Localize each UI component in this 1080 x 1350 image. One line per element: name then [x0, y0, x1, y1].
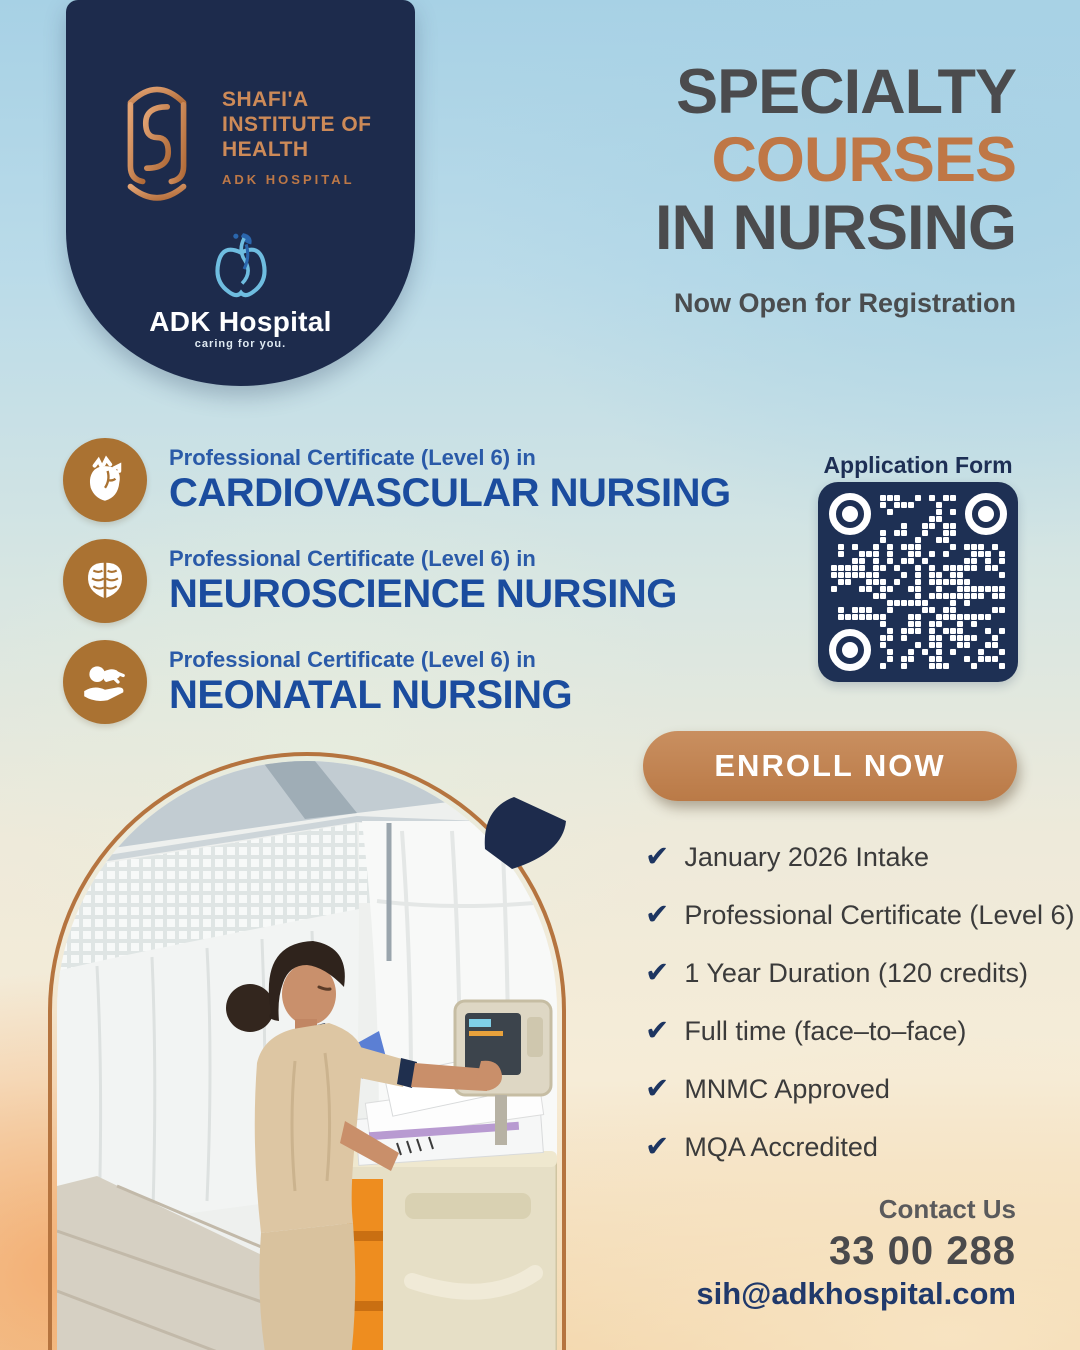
feature-list [645, 840, 1074, 1164]
feature-label: Professional Certificate (Level 6) [684, 900, 1075, 930]
check-icon: ✔ [645, 1073, 670, 1105]
application-form-label: Application Form [823, 452, 1013, 478]
institute-name-line1: SHAFI'A [222, 88, 309, 111]
qr-code[interactable] [818, 482, 1018, 682]
headline-subtitle: Now Open for Registration [673, 288, 1016, 318]
adk-hospital-name: ADK Hospital [149, 306, 332, 337]
course-prefix: Professional Certificate (Level 6) in [169, 445, 536, 470]
feature-item [645, 1072, 1074, 1106]
check-icon: ✔ [645, 841, 670, 873]
feature-label: MQA Accredited [684, 1132, 878, 1162]
feature-item [645, 1014, 1074, 1048]
feature-label: MNMC Approved [684, 1074, 890, 1104]
adk-hospital-tagline: caring for you. [194, 338, 287, 350]
course-prefix: Professional Certificate (Level 6) in [169, 647, 536, 672]
contact-block [696, 1194, 1016, 1312]
headline-line1: SPECIALTY [676, 57, 1016, 127]
feature-label: January 2026 Intake [684, 842, 929, 872]
feature-item [645, 956, 1074, 990]
heart-icon [63, 438, 147, 522]
check-icon: ✔ [645, 1015, 670, 1047]
check-icon: ✔ [645, 1131, 670, 1163]
course-item-cardiovascular [63, 438, 731, 522]
baby-in-hand-icon [63, 640, 147, 724]
course-list [63, 438, 731, 724]
qr-finder-icon [829, 629, 871, 671]
contact-email: sih@adkhospital.com [696, 1276, 1016, 1311]
course-prefix: Professional Certificate (Level 6) in [169, 546, 536, 571]
shafia-monogram-icon [116, 68, 198, 206]
contact-us-label: Contact Us [878, 1194, 1016, 1224]
feature-item [645, 1130, 1074, 1164]
enroll-now-button[interactable]: ENROLL NOW [643, 731, 1017, 801]
qr-finder-icon [965, 493, 1007, 535]
adk-hospital-apple-icon [212, 230, 270, 302]
check-icon: ✔ [645, 899, 670, 931]
contact-phone: 33 00 288 [829, 1229, 1016, 1273]
feature-label: 1 Year Duration (120 credits) [684, 958, 1029, 988]
headline-line2: COURSES [711, 125, 1016, 195]
qr-finder-icon [829, 493, 871, 535]
headline-block [655, 58, 1016, 319]
headline-line3: IN NURSING [654, 193, 1016, 263]
feature-item [645, 840, 1074, 874]
fan-accent-shape [478, 793, 568, 873]
course-name: NEONATAL NURSING [169, 673, 573, 717]
institute-subtitle: ADK HOSPITAL [222, 172, 355, 187]
institute-badge [66, 0, 415, 386]
institute-name-line2: INSTITUTE OF [222, 113, 372, 136]
course-item-neuroscience [63, 539, 731, 623]
course-name: NEUROSCIENCE NURSING [169, 572, 677, 616]
institute-name-line3: HEALTH [222, 138, 309, 161]
check-icon: ✔ [645, 957, 670, 989]
feature-item [645, 898, 1074, 932]
brain-icon [63, 539, 147, 623]
feature-label: Full time (face–to–face) [684, 1016, 967, 1046]
course-item-neonatal [63, 640, 731, 724]
course-name: CARDIOVASCULAR NURSING [169, 471, 731, 515]
